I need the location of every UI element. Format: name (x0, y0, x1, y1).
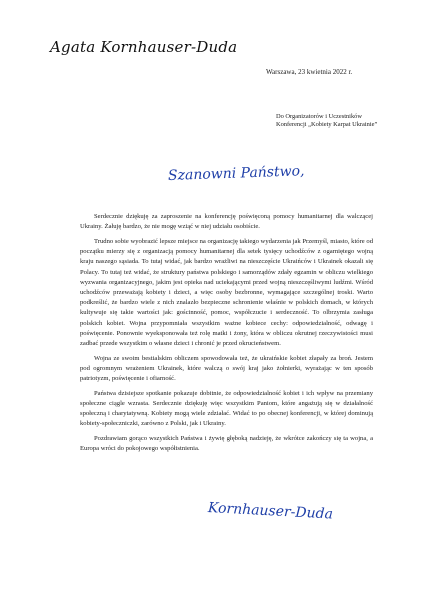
recipient-line-2: Konferencji „Kobiety Karpat Ukrainie” (276, 121, 378, 128)
recipient-block (276, 113, 377, 129)
letterhead-name: Agata Kornhauser-Duda (50, 38, 238, 56)
recipient-line-1: Do Organizatorów i Uczestników (276, 113, 362, 120)
handwritten-salutation: Szanowni Państwo, (167, 163, 305, 184)
paragraph-5: Pozdrawiam gorąco wszystkich Państwa i żywię głęboką nadzieję, że wkrótce zakończy się ta wojna, a Europa wróci do pokojowego współistnienia. (80, 435, 373, 453)
handwritten-signature: Kornhauser-Duda (207, 500, 334, 523)
paragraph-2: Trudno sobie wyobrazić lepsze miejsce na organizację takiego wydarzenia jak Przemyśl, miasto, które od początku mierzy się z organizacją pomocy humanitarnej dla setek tysięcy uchodźców z ogarniętego wojną kraju naszego sąsiada. To tutaj widać, jak bardzo wrażliwi na nieszczęście Ukraińców i Ukrainek okazali się Polacy. To tutaj też widać, że struktury państwa polskiego i samorządów zdały egzamin w obliczu wielkiego wyzwania organizacyjnego, jakim jest opieka nad uciekającymi przed wojną nieszczęśliwymi ludźmi. Wśród uchodźców przeważają kobiety i dzieci, a więc osoby bezbronne, wymagające szczególnej troski. Warto podkreślić, że bardzo wiele z nich znalazło bezpieczne schronienie właśnie w polskich domach, w których kultywuje się takie wartości jak: gościnność, pomoc, współczucie i serdeczność. To olbrzymia zasługa polskich kobiet. Wojna przypomniała wszystkim ważne kobiece cechy: odpowiedzialność, odwagę i poświęcenie. Ponownie wyeksponowała też rolę matki i żony, która w obliczu okrutnej rzeczywistości musi zadbać przede wszystkim o własne dzieci i chronić je przed okrucieństwem. (80, 237, 373, 347)
letter-date: Warszawa, 23 kwietnia 2022 r. (266, 68, 353, 76)
paragraph-1: Serdecznie dziękuję za zaproszenie na konferencję poświęconą pomocy humanitarnej dla walczącej Ukrainy. Żałuję bardzo, że nie mogę wziąć w niej udziału osobiście. (80, 213, 373, 231)
paragraph-3: Wojna ze swoim bestialskim obliczem spowodowała też, że ukraińskie kobiet złapały za broń. Jestem pod ogromnym wrażeniem Ukrainek, które walczą o swój kraj jako żołnierki, wyrażając w ten sposób patriotyzm, poświęcenie i ofiarność. (80, 354, 373, 383)
paragraph-4: Państwa dzisiejsze spotkanie pokazuje dobitnie, że odpowiedzialność kobiet i ich wpływ na przemiany społeczne ciągle wzrasta. Serdecznie dziękuję więc wszystkim Paniom, które angażują się w działalność społeczną i charytatywną. Kobiety mogą wiele zdziałać. Widać to po obecnej konferencji, w której dominują kobiety-społeczniczki, zarówno z Polski, jak i Ukrainy. (80, 389, 373, 428)
letter-body (80, 212, 373, 459)
